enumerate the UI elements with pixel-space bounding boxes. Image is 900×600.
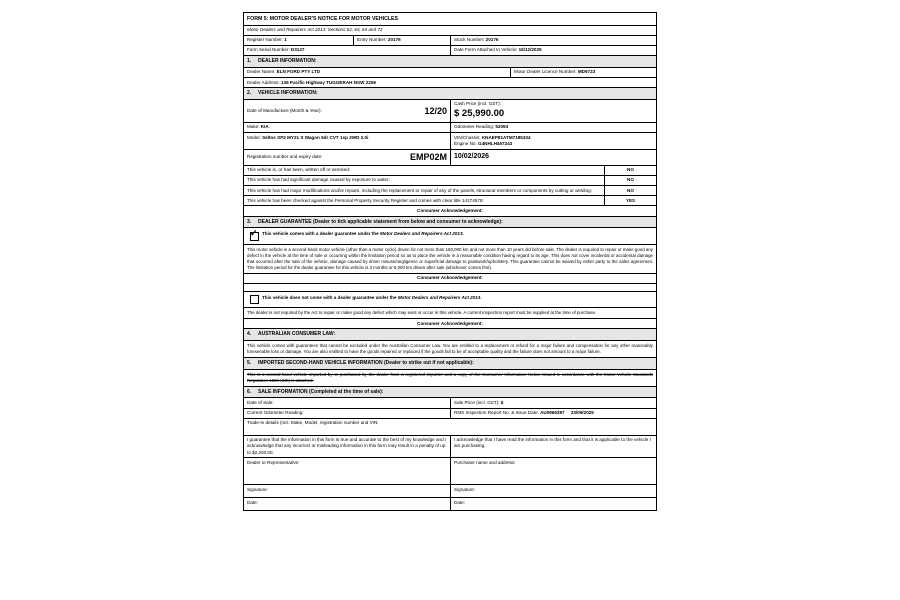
section5-para-row bbox=[244, 370, 656, 387]
stock-number-value: 20176 bbox=[485, 37, 499, 43]
statement-answer-2: NO bbox=[604, 176, 656, 185]
section3-header-row bbox=[244, 217, 656, 229]
date-row bbox=[244, 498, 656, 510]
tradein-label: Trade-In details (incl. Make, Model, registration number and VIN: bbox=[247, 420, 379, 426]
signature-row bbox=[244, 485, 656, 498]
guarantee-option2-text bbox=[262, 295, 482, 301]
section4-heading bbox=[244, 329, 656, 340]
model-vin-row bbox=[244, 133, 656, 149]
rego-value: EMP02M bbox=[409, 152, 447, 163]
statement-answer-3: NO bbox=[604, 186, 656, 195]
stock-number-cell bbox=[451, 36, 656, 45]
guarantee-option2-pre: This vehicle does not come with a dealer guarantee under the bbox=[262, 294, 398, 300]
model-cell bbox=[244, 133, 451, 148]
make-value: KIA bbox=[260, 124, 269, 130]
rego-expiry-value: 10/02/2026 bbox=[454, 153, 490, 161]
form-serial-label: Form Serial Number: bbox=[247, 47, 290, 53]
vin-value: KNAEP81ATM7185334 bbox=[481, 134, 531, 140]
engine-value: G4NHLH467243 bbox=[478, 140, 513, 146]
checkbox-unchecked-icon[interactable] bbox=[250, 295, 259, 304]
section2-ack-label: Consumer Acknowledgement: bbox=[417, 207, 483, 213]
purchaser-date-cell[interactable] bbox=[451, 498, 656, 510]
cash-price-value: $ 25,990.00 bbox=[454, 107, 505, 119]
section5-title: IMPORTED SECOND-HAND VEHICLE INFORMATION (Dealer to strike out if not applicable): bbox=[258, 360, 474, 367]
section1-header-row bbox=[244, 56, 656, 68]
cash-price-cell bbox=[451, 100, 656, 122]
section3-number: 3. bbox=[247, 218, 252, 225]
rego-row bbox=[244, 150, 656, 166]
statement-text-4: This vehicle has been checked against the Personal Property Security Register and comes with clear title 14174579: bbox=[247, 197, 484, 203]
guarantee-para2: The dealer is not required by the Act to repair or make good any defect which may exist or occur in this vehicle. A current inspection report must be supplied at the time of purchase. bbox=[247, 310, 597, 316]
sale-date-price-row bbox=[244, 398, 656, 408]
current-odometer-label: Current Odometer Reading: bbox=[247, 410, 304, 416]
purchaser-label: Purchaser name and address: bbox=[454, 459, 516, 465]
declaration-dealer: I guarantee that the information in this form is true and accurate to the best of my knowledge and I acknowledge that any incorrect or misleading information in this form may result in a penalty of up to $2,200.00. bbox=[244, 436, 451, 458]
dom-label: Date of Manufacture (Month & Year): bbox=[247, 107, 322, 113]
section6-title: SALE INFORMATION (Completed at the time of sale): bbox=[258, 388, 384, 395]
section4-header-row bbox=[244, 329, 656, 341]
licence-label: Motor Dealer Licence Number: bbox=[514, 69, 577, 75]
section4-number: 4. bbox=[247, 331, 252, 338]
guarantee-para1-row bbox=[244, 245, 656, 274]
form-serial-value: D3127 bbox=[290, 47, 305, 53]
section1-heading bbox=[244, 56, 656, 67]
sale-price-cell[interactable] bbox=[451, 398, 656, 407]
names-row bbox=[244, 458, 656, 485]
section1-number: 1. bbox=[247, 58, 252, 65]
guarantee-option1-row bbox=[244, 228, 656, 245]
purchaser-signature-label: Signature: bbox=[454, 486, 475, 492]
section2-number: 2. bbox=[247, 90, 252, 97]
form-legislation-row bbox=[244, 26, 656, 36]
entry-number-value: 20176 bbox=[387, 37, 401, 43]
rego-expiry-cell bbox=[451, 150, 656, 165]
dealer-date-cell[interactable] bbox=[244, 498, 451, 510]
dealer-name-value: ELN FORD PTY LTD bbox=[276, 69, 321, 75]
tradein-cell[interactable] bbox=[244, 419, 656, 435]
stock-number-label: Stock Number: bbox=[454, 37, 485, 43]
register-number-value: 1 bbox=[284, 37, 287, 43]
dealer-date-label: Date: bbox=[247, 499, 258, 505]
rms-date: 23/09/2025 bbox=[570, 410, 594, 416]
licence-cell bbox=[511, 68, 656, 77]
dealer-name-row bbox=[244, 68, 656, 78]
dealer-address-cell bbox=[244, 78, 656, 87]
cash-price-label: Cash Price (incl. GST): bbox=[454, 101, 501, 107]
statement-text-3: This vehicle has had major modifications and/or repairs, including the replacement or repair of any of the panels, structural members or components by cutting or welding: bbox=[247, 187, 592, 193]
odometer-label: Odometer Reading: bbox=[454, 124, 495, 130]
rms-cell bbox=[451, 409, 656, 418]
section2-title: VEHICLE INFORMATION: bbox=[258, 90, 318, 97]
vin-engine-cell bbox=[451, 133, 656, 148]
dealer-name-label: Dealer Name: bbox=[247, 69, 276, 75]
section1-title: DEALER INFORMATION: bbox=[258, 58, 317, 65]
dealer-address-row bbox=[244, 78, 656, 88]
section3-ack-row-2 bbox=[244, 319, 656, 329]
section4-title: AUSTRALIAN CONSUMER LAW: bbox=[258, 331, 336, 338]
current-odometer-cell[interactable] bbox=[244, 409, 451, 418]
odometer-cell bbox=[451, 123, 656, 132]
rms-label: RMS Inspection Report No. & Issue Date: bbox=[454, 410, 539, 416]
statement-row-3 bbox=[244, 186, 656, 196]
date-attached-value: 15/12/2025 bbox=[518, 47, 542, 53]
form-legislation: Motor Dealers and Repairers Act 2013: Sections 62, 63, 64 and 72 bbox=[247, 27, 383, 33]
dealer-rep-label: Dealer or Representative: bbox=[247, 459, 300, 465]
dom-cell bbox=[244, 100, 451, 122]
make-label: Make: bbox=[247, 124, 260, 130]
guarantee-option2-act: Motor Dealers and Repairers Act 2013 bbox=[397, 294, 481, 300]
section5-para-struck: This is a second-hand vehicle imported by or purchased by the dealer from a registered importer and a copy of the Consumer Information Notice issued in accordance with the Motor Vehicle Standards Regulation 1989 (Cth) is attached. bbox=[247, 371, 653, 383]
section4-para: This vehicle comes with guarantees that cannot be excluded under the Australian Consumer Law. You are entitled to a replacement or refund for a major failure and compensation for any other reasonably foreseeable loss or damage. You are also entitled to have the goods repaired or replaced if the goods fail to be of acceptable quality and the failure does not amount to a major failure. bbox=[247, 343, 653, 355]
sale-price-value: $ bbox=[500, 399, 504, 405]
odo-rms-row bbox=[244, 409, 656, 419]
guarantee-option1-act: Motor Dealers and Repairers Act 2013 bbox=[379, 231, 463, 237]
rego-cell bbox=[244, 150, 451, 165]
statement-text-1: This vehicle is, or has been, written off or wrecked: bbox=[247, 167, 351, 173]
vin-label: VIN/Chassis: bbox=[454, 134, 481, 140]
section3-ack-label-1: Consumer Acknowledgement: bbox=[417, 275, 483, 281]
statement-row-2 bbox=[244, 176, 656, 186]
tradein-row[interactable] bbox=[244, 419, 656, 436]
rms-number: AU0966387 bbox=[540, 410, 565, 416]
licence-value: MD5723 bbox=[577, 69, 596, 75]
guarantee-para1: This motor vehicle is a second-hand motor vehicle (other than a motor cycle) driven for not more than 160,000 km and not more than 10 years old before sale. The dealer is required to repair or make good any defect in the vehicle at the time of sale or occurring within the limitation period so as to place the vehicle in a reasonable condition having regard to its age. This does not cover incidental or accidental damage that occurred after the sale of the vehicle, damage caused by driver misuse/negligence or superficial damage to paintwork/upholstery. This guarantee cannot be waived by either party to the sales agreement. The limitation period for the dealer guarantee for this vehicle is 3 months or 5,000 km driven after sale (whichever comes first). bbox=[247, 246, 653, 270]
form-title: FORM 5: MOTOR DEALER'S NOTICE FOR MOTOR VEHICLES bbox=[247, 15, 398, 22]
dealer-signature-cell[interactable] bbox=[244, 485, 451, 497]
date-attached-cell bbox=[451, 46, 656, 55]
guarantee-option2-row bbox=[244, 292, 656, 309]
dealer-address-label: Dealer Address: bbox=[247, 79, 280, 85]
entry-number-cell bbox=[354, 36, 451, 45]
engine-line bbox=[454, 141, 653, 147]
spacer-row-1 bbox=[244, 284, 656, 292]
form-title-row bbox=[244, 13, 656, 26]
guarantee-option1[interactable] bbox=[247, 227, 653, 243]
section4-para-row bbox=[244, 341, 656, 358]
make-cell bbox=[244, 123, 451, 132]
register-number-cell bbox=[244, 36, 354, 45]
section3-heading bbox=[244, 217, 656, 228]
entry-number-label: Entry Number: bbox=[357, 37, 387, 43]
purchaser-date-label: Date: bbox=[454, 499, 465, 505]
guarantee-para2-row bbox=[244, 308, 656, 319]
dom-value: 12/20 bbox=[424, 105, 447, 116]
section5-header-row bbox=[244, 358, 656, 370]
odometer-value: 52093 bbox=[495, 124, 509, 130]
statement-text-2: This vehicle has had significant damage caused by exposure to water: bbox=[247, 177, 390, 183]
statement-row-4 bbox=[244, 196, 656, 206]
section2-ack-row bbox=[244, 206, 656, 216]
model-value: Seltos SP2 MY21 S Wagon 5dr CVT 1sp 2WD 2.0i bbox=[262, 134, 369, 140]
section3-ack-row-1 bbox=[244, 274, 656, 284]
checkbox-checked-icon[interactable] bbox=[250, 227, 259, 241]
dealer-rep-cell[interactable] bbox=[244, 458, 451, 484]
dom-price-row bbox=[244, 100, 656, 123]
check-mark-icon: ✓ bbox=[250, 227, 258, 238]
form-serial-cell bbox=[244, 46, 451, 55]
form5-document bbox=[243, 12, 657, 511]
engine-label: Engine No: bbox=[454, 140, 477, 146]
section6-number: 6. bbox=[247, 388, 252, 395]
form-serial-row bbox=[244, 46, 656, 56]
guarantee-option1-text bbox=[262, 231, 464, 237]
guarantee-option2-post: . bbox=[480, 294, 482, 300]
section6-heading bbox=[244, 387, 656, 398]
rego-label: Registration number and expiry date: bbox=[247, 153, 323, 159]
dealer-signature-label: Signature: bbox=[247, 486, 268, 492]
guarantee-option1-pre: This vehicle comes with a dealer guarantee under the bbox=[262, 231, 380, 237]
section3-ack-label-2: Consumer Acknowledgement: bbox=[417, 320, 483, 326]
purchaser-signature-cell[interactable] bbox=[451, 485, 656, 497]
form-register-row bbox=[244, 36, 656, 46]
statement-answer-1: NO bbox=[604, 166, 656, 175]
guarantee-option1-post: . bbox=[462, 231, 464, 237]
dealer-address-value: 136 Pacific Highway TUGGERAH NSW 2259 bbox=[280, 79, 376, 85]
section5-number: 5. bbox=[247, 360, 252, 367]
make-odo-row bbox=[244, 123, 656, 133]
sale-price-label: Sale Price (incl. GST): bbox=[454, 399, 500, 405]
model-label: Model: bbox=[247, 134, 261, 140]
section6-header-row bbox=[244, 387, 656, 399]
statement-answer-4: YES bbox=[604, 196, 656, 205]
date-attached-label: Date Form Attached to Vehicle: bbox=[454, 47, 518, 53]
guarantee-option2[interactable] bbox=[247, 293, 653, 306]
section3-title: DEALER GUARANTEE (Dealer to tick applicable statement from below and consumer to acknowledge): bbox=[258, 218, 503, 225]
declaration-row bbox=[244, 436, 656, 459]
dealer-name-cell bbox=[244, 68, 511, 77]
section2-heading bbox=[244, 88, 656, 99]
spacer bbox=[244, 284, 656, 291]
register-number-label: Register Number: bbox=[247, 37, 283, 43]
section2-header-row bbox=[244, 88, 656, 100]
date-of-sale-cell[interactable] bbox=[244, 398, 451, 407]
date-of-sale-label: Date of Sale: bbox=[247, 399, 274, 405]
declaration-purchaser: I acknowledge that I have read the information in this form and that it is applicable to the vehicle I am purchasing. bbox=[454, 437, 651, 449]
section5-heading bbox=[244, 358, 656, 369]
purchaser-cell[interactable] bbox=[451, 458, 656, 484]
statement-row-1 bbox=[244, 166, 656, 176]
